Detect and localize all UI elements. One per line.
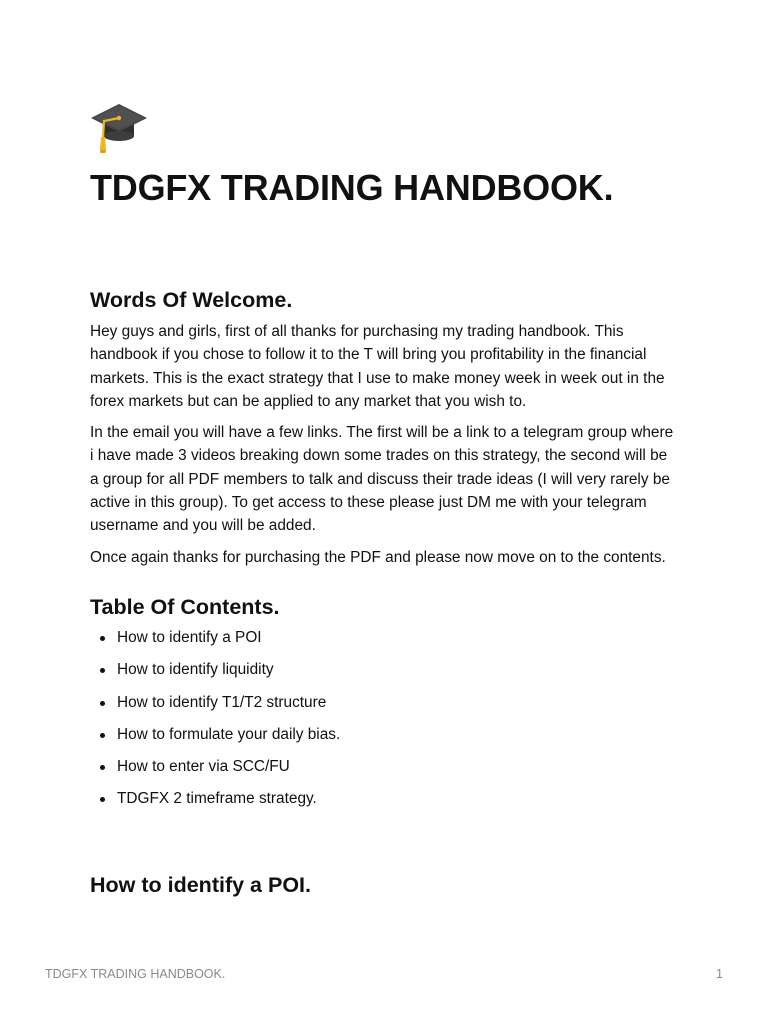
toc-item	[90, 787, 680, 810]
bullet-icon	[100, 701, 105, 706]
toc-item	[90, 691, 680, 714]
bullet-icon	[100, 797, 105, 802]
toc-item	[90, 755, 680, 778]
toc-item-label: TDGFX 2 timeframe strategy.	[117, 790, 317, 808]
graduation-cap-icon	[90, 100, 148, 156]
bullet-icon	[100, 636, 105, 641]
footer-page-number: 1	[716, 967, 723, 981]
welcome-paragraph: In the email you will have a few links. The first will be a link to a telegram group where i have made 3 videos breaking down some trades on this strategy, the second will be a group for all PDF members to talk and discuss their trade ideas (I will very rarely be active in this group). To get access to these please just DM me with your telegram username and you will be added.	[90, 424, 674, 535]
toc-item	[90, 658, 680, 681]
poi-heading: How to identify a POI.	[90, 873, 311, 897]
toc-item-label: How to identify liquidity	[117, 661, 274, 679]
toc-item-label: How to enter via SCC/FU	[117, 758, 290, 776]
toc-item	[90, 723, 680, 746]
toc-item-label: How to identify T1/T2 structure	[117, 693, 327, 711]
welcome-paragraph: Hey guys and girls, first of all thanks for purchasing my trading handbook. This handbook if you chose to follow it to the T will bring you profitability in the financial markets. This is the exact strategy that I use to make money week in week out in the forex markets but can be applied to any market that you wish to.	[90, 323, 665, 410]
table-of-contents	[90, 593, 680, 820]
toc-item-label: How to formulate your daily bias.	[117, 725, 341, 743]
bullet-icon	[100, 668, 105, 673]
toc-list	[90, 626, 680, 810]
toc-heading: Table Of Contents.	[90, 595, 280, 619]
welcome-paragraph: Once again thanks for purchasing the PDF and please now move on to the contents.	[90, 548, 666, 566]
poi-section	[90, 871, 680, 899]
toc-item-label: How to identify a POI	[117, 629, 262, 646]
bullet-icon	[100, 765, 105, 770]
welcome-section	[90, 286, 680, 569]
document-title: TDGFX TRADING HANDBOOK.	[90, 167, 614, 208]
toc-item	[90, 626, 680, 649]
bullet-icon	[100, 733, 105, 738]
footer-document-title: TDGFX TRADING HANDBOOK.	[45, 967, 226, 981]
welcome-heading: Words Of Welcome.	[90, 288, 293, 312]
